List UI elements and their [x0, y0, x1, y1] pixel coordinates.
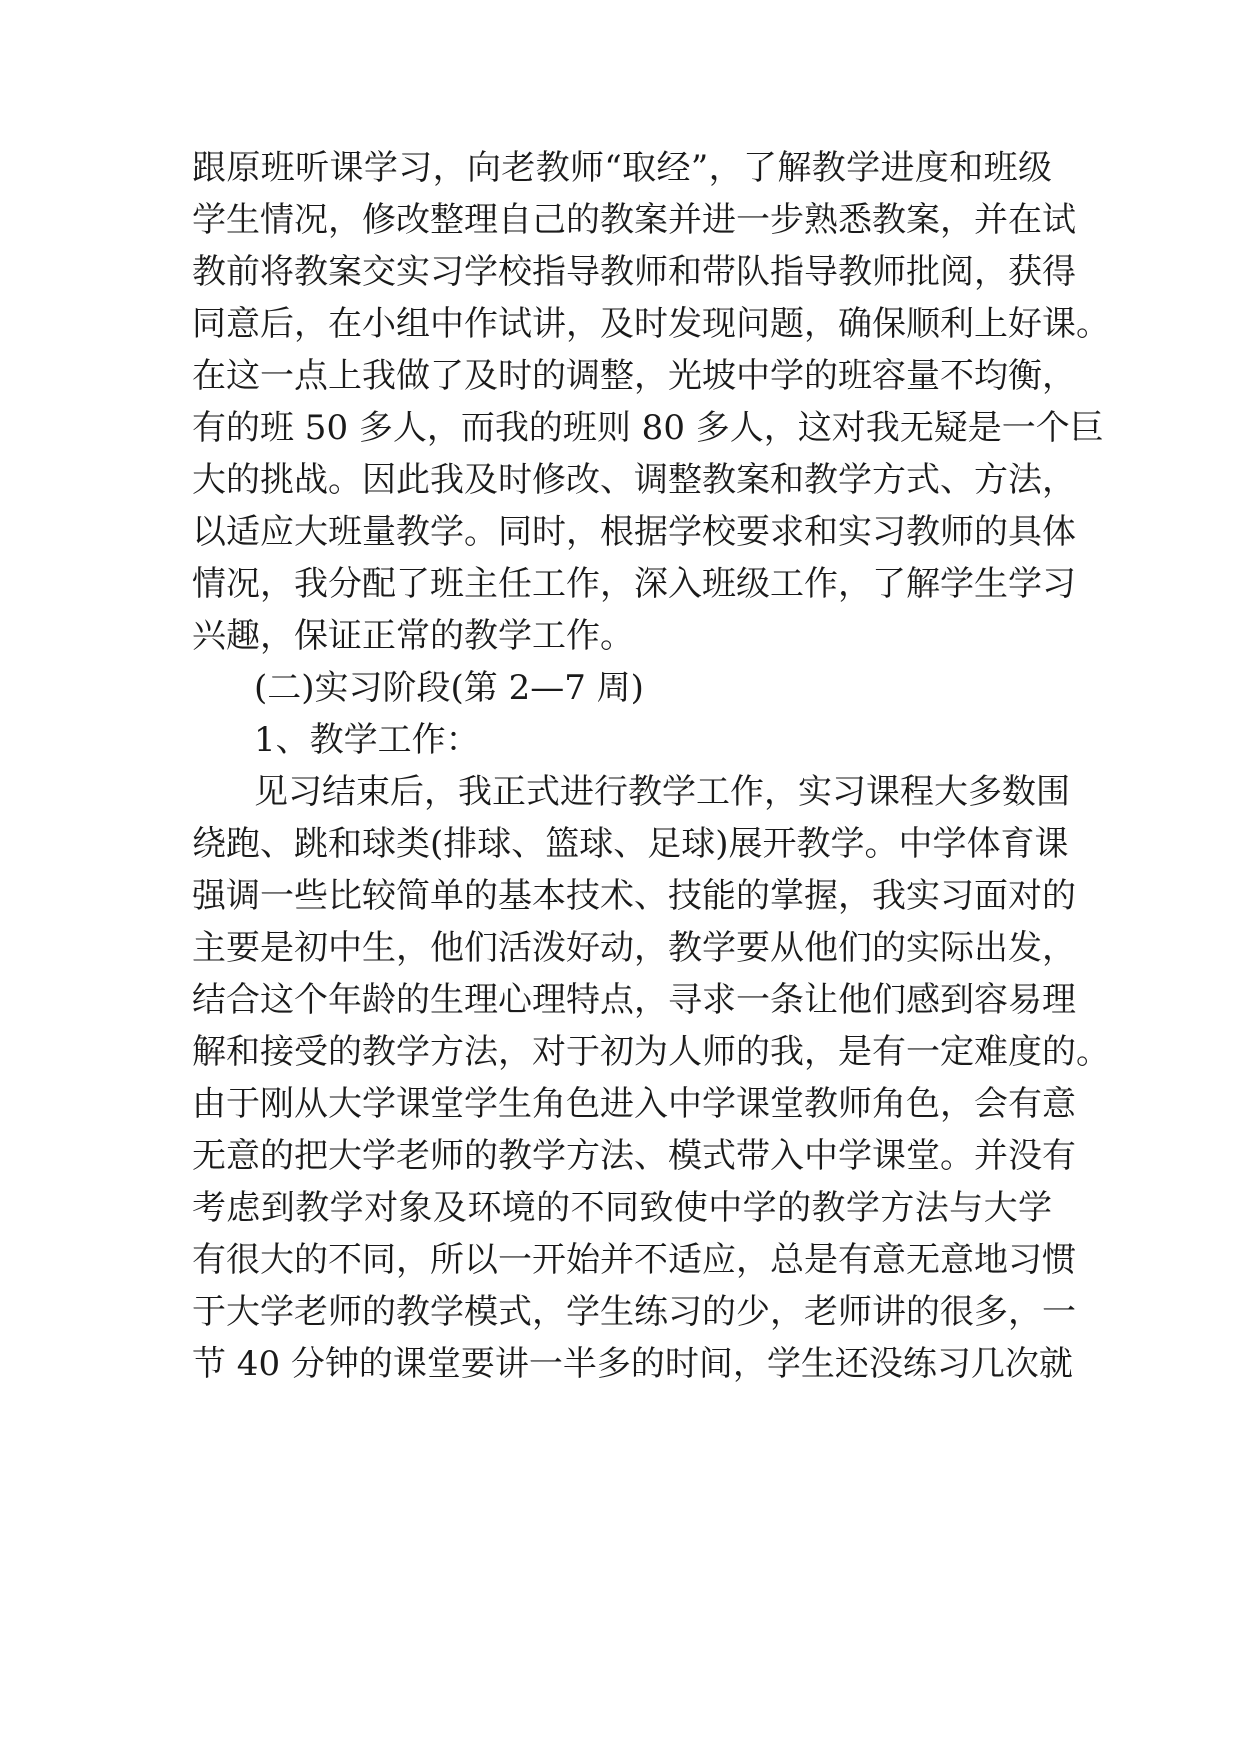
body-text-line: 无意的把大学老师的教学方法、模式带入中学课堂。并没有	[192, 1136, 1076, 1176]
body-text-line: 结合这个年龄的生理心理特点，寻求一条让他们感到容易理	[192, 980, 1076, 1020]
body-text-line: 于大学老师的教学模式，学生练习的少，老师讲的很多，一	[192, 1292, 1076, 1332]
body-text-line: 兴趣，保证正常的教学工作。	[192, 616, 634, 656]
body-text-line: 跟原班听课学习，向老教师“取经”，了解教学进度和班级	[192, 148, 1052, 188]
body-text-line: 同意后，在小组中作试讲，及时发现问题，确保顺利上好课。	[192, 304, 1110, 344]
section-heading: (二)实习阶段(第 2—7 周)	[254, 668, 644, 708]
body-text-line: 学生情况，修改整理自己的教案并进一步熟悉教案，并在试	[192, 200, 1076, 240]
body-text-line: 教前将教案交实习学校指导教师和带队指导教师批阅，获得	[192, 252, 1076, 292]
body-text-line: 由于刚从大学课堂学生角色进入中学课堂教师角色，会有意	[192, 1084, 1076, 1124]
body-text-line: 情况，我分配了班主任工作，深入班级工作，了解学生学习	[192, 564, 1076, 604]
body-text-line: 见习结束后，我正式进行教学工作，实习课程大多数围	[254, 772, 1070, 812]
body-text-line: 主要是初中生，他们活泼好动，教学要从他们的实际出发，	[192, 928, 1076, 968]
body-text-line: 大的挑战。因此我及时修改、调整教案和教学方式、方法，	[192, 460, 1076, 500]
body-text-line: 节 40 分钟的课堂要讲一半多的时间，学生还没练习几次就	[192, 1344, 1073, 1384]
body-text-line: 在这一点上我做了及时的调整，光坡中学的班容量不均衡，	[192, 356, 1076, 396]
subsection-heading: 1、教学工作：	[254, 720, 480, 760]
body-text-line: 以适应大班量教学。同时，根据学校要求和实习教师的具体	[192, 512, 1076, 552]
body-text-line: 强调一些比较简单的基本技术、技能的掌握，我实习面对的	[192, 876, 1076, 916]
body-text-line: 有很大的不同，所以一开始并不适应，总是有意无意地习惯	[192, 1240, 1076, 1280]
body-text-line: 考虑到教学对象及环境的不同致使中学的教学方法与大学	[192, 1188, 1052, 1228]
body-text-line: 解和接受的教学方法，对于初为人师的我，是有一定难度的。	[192, 1032, 1110, 1072]
body-text-line: 绕跑、跳和球类(排球、篮球、足球)展开教学。中学体育课	[192, 824, 1069, 864]
body-text-line: 有的班 50 多人，而我的班则 80 多人，这对我无疑是一个巨	[192, 408, 1104, 448]
